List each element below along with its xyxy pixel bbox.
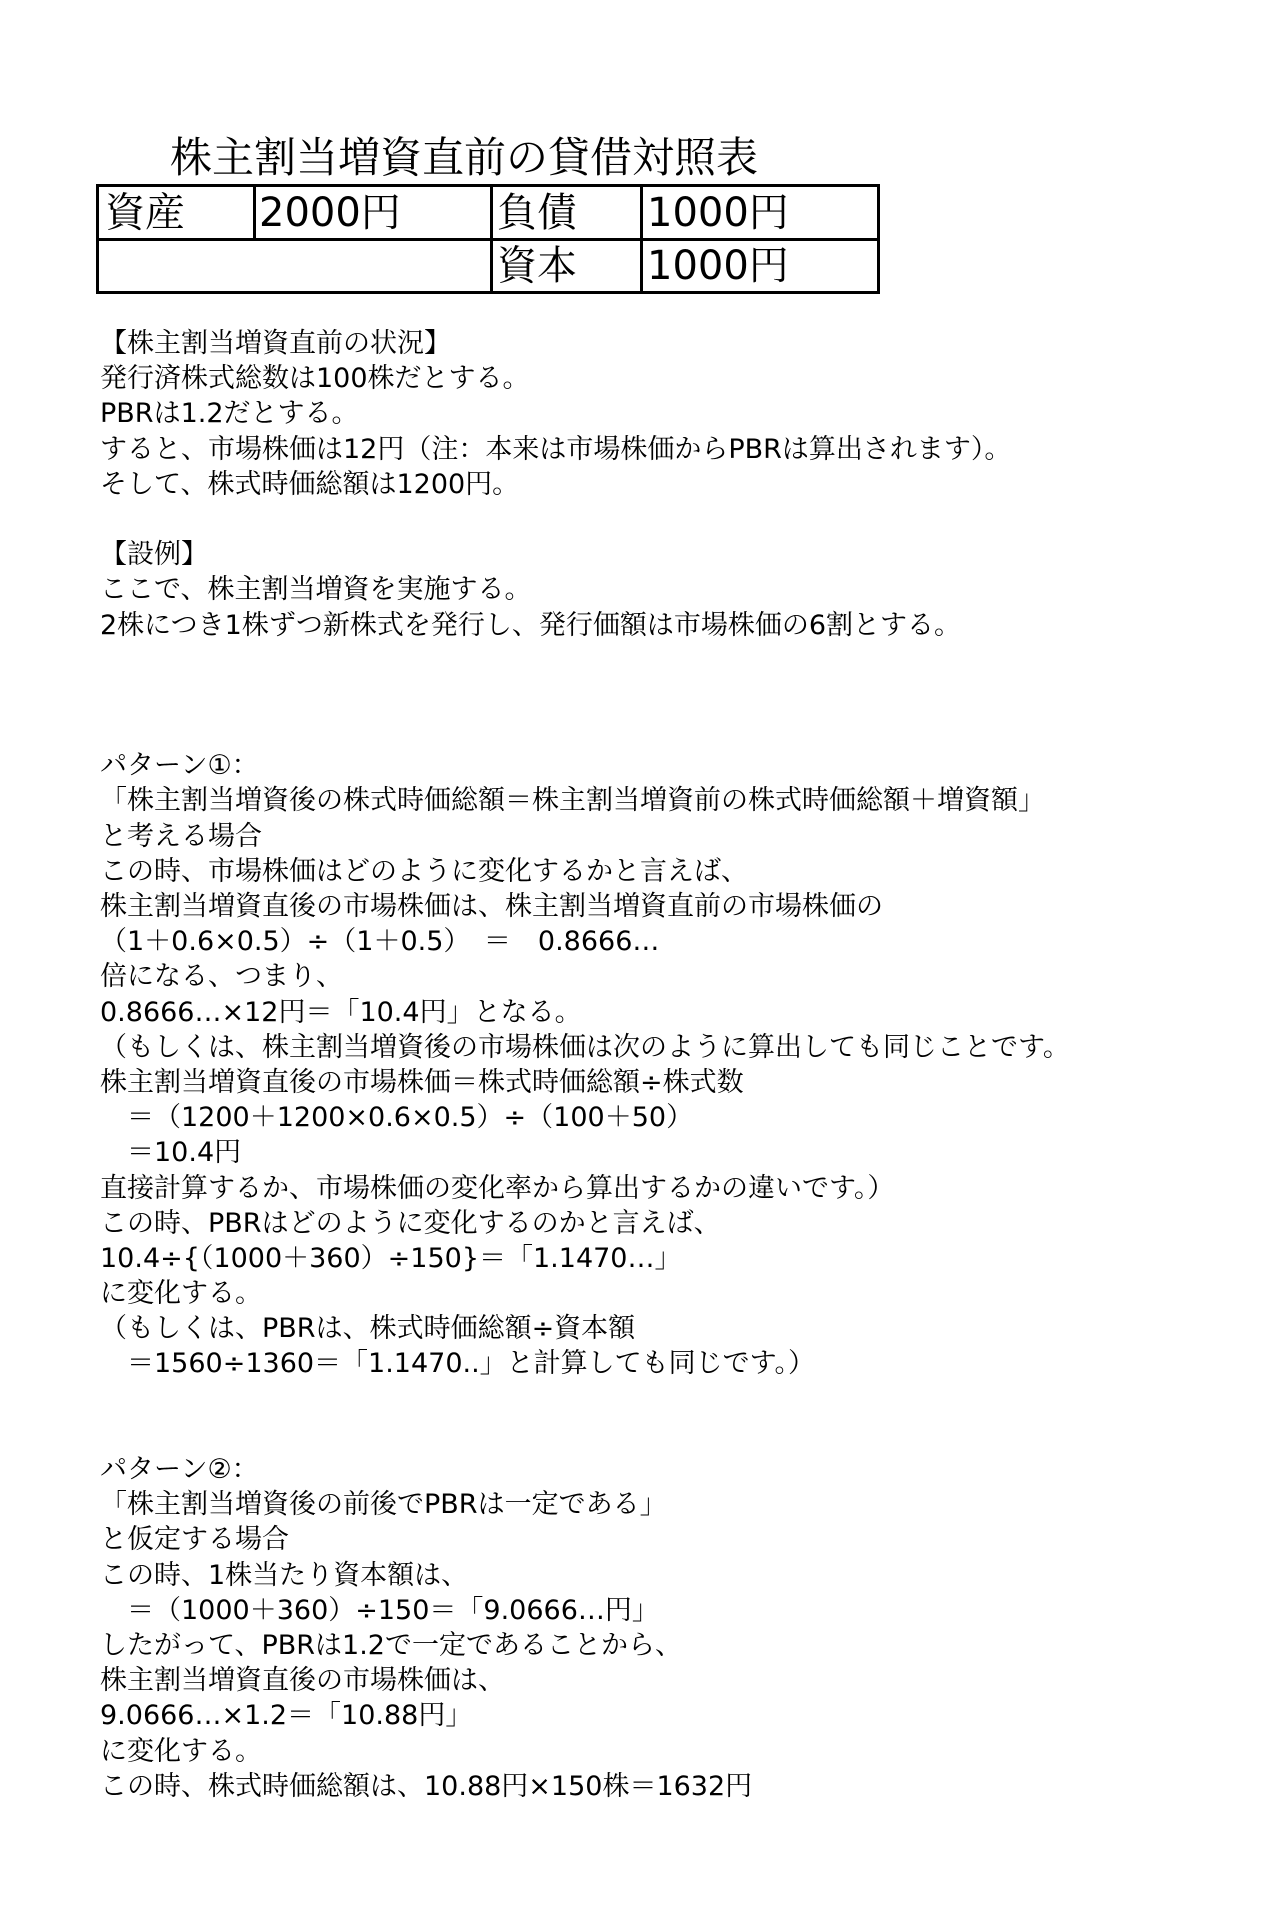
- text-line: と考える場合: [100, 820, 262, 852]
- text-line: に変化する。: [100, 1278, 262, 1310]
- text-line: 10.4÷{（1000＋360）÷150}＝「1.1470…」: [100, 1242, 682, 1274]
- capital-value: 1000円: [647, 243, 789, 289]
- text-line: 直接計算するか、市場株価の変化率から算出するかの違いです。）: [100, 1172, 895, 1204]
- text-line: 2株につき1株ずつ新株式を発行し、発行価額は市場株価の6割とする。: [100, 609, 961, 641]
- text-line: 株主割当増資直後の市場株価は、株主割当増資直前の市場株価の: [100, 891, 883, 923]
- page-title: 株主割当増資直前の貸借対照表: [170, 133, 759, 182]
- text-line: すると、市場株価は12円（注：本来は市場株価からPBRは算出されます）。: [100, 433, 1012, 465]
- example-heading: 【設例】: [100, 539, 208, 571]
- asset-value: 2000円: [259, 190, 401, 236]
- text-line: （1＋0.6×0.5）÷（1＋0.5） ＝ 0.8666…: [100, 926, 660, 958]
- text-line: 「株主割当増資後の前後でPBRは一定である」: [100, 1489, 667, 1521]
- liability-value: 1000円: [647, 190, 789, 236]
- text-line: この時、1株当たり資本額は、: [100, 1559, 469, 1591]
- text-line: ＝1560÷1360＝「1.1470..」と計算しても同じです。）: [100, 1348, 816, 1380]
- text-line: ＝（1000＋360）÷150＝「9.0666…円」: [100, 1594, 659, 1626]
- text-line: 株主割当増資直後の市場株価＝株式時価総額÷株式数: [100, 1066, 744, 1098]
- text-line: したがって、PBRは1.2で一定であることから、: [100, 1629, 682, 1661]
- pattern2-heading: パターン②：: [100, 1454, 259, 1486]
- situation-heading: 【株主割当増資直前の状況】: [100, 328, 451, 359]
- text-line: と仮定する場合: [100, 1524, 289, 1556]
- text-line: 「株主割当増資後の株式時価総額＝株主割当増資前の株式時価総額＋増資額」: [100, 785, 1045, 817]
- liability-label: 負債: [497, 190, 577, 236]
- text-line: この時、市場株価はどのように変化するかと言えば、: [100, 855, 748, 887]
- text-line: （もしくは、PBRは、株式時価総額÷資本額: [100, 1313, 636, 1345]
- text-line: （もしくは、株主割当増資後の市場株価は次のように算出しても同じことです。: [100, 1031, 1070, 1063]
- text-line: 9.0666…×1.2＝「10.88円」: [100, 1700, 473, 1732]
- text-line: 株主割当増資直後の市場株価は、: [100, 1665, 505, 1697]
- text-line: この時、株式時価総額は、10.88円×150株＝1632円: [100, 1770, 753, 1802]
- text-line: 0.8666…×12円＝「10.4円」となる。: [100, 996, 582, 1028]
- text-line: そして、株式時価総額は1200円。: [100, 468, 520, 500]
- text-line: 発行済株式総数は100株だとする。: [100, 363, 530, 395]
- text-line: に変化する。: [100, 1735, 262, 1767]
- text-line: ＝（1200＋1200×0.6×0.5）÷（100＋50）: [100, 1102, 694, 1134]
- text-line: PBRは1.2だとする。: [100, 398, 359, 430]
- asset-label: 資産: [105, 190, 185, 236]
- explanation-body: [100, 326, 1260, 1804]
- capital-label: 資本: [497, 243, 577, 289]
- balance-sheet-table: [96, 184, 880, 294]
- text-line: この時、PBRはどのように変化するのかと言えば、: [100, 1207, 721, 1239]
- text-line: ここで、株主割当増資を実施する。: [100, 574, 532, 606]
- pattern1-heading: パターン①：: [100, 750, 259, 782]
- text-line: ＝10.4円: [100, 1137, 242, 1169]
- text-line: 倍になる、つまり、: [100, 961, 343, 993]
